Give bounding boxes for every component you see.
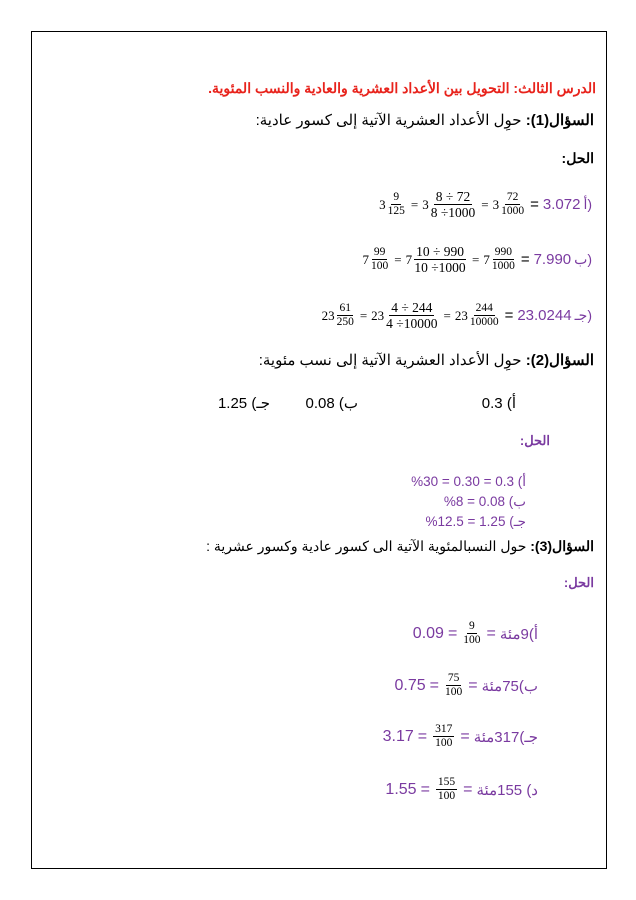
numerator: 10 ÷ 990 [416,244,464,259]
numerator: 155 [437,776,456,788]
item-letter: د) [526,781,538,799]
q2-option-b: ب) 0.08 [305,395,358,412]
decimal-value: 23.0244 [517,307,572,324]
q1-item-a: 3 $\frac{9}{125}$ = 3 $\frac{8 \div 72}{8 \div 1000}$ = 3 $\frac{72}{1000}$ = 3.072 أ) [379,189,592,220]
question-1-label: السؤال(1): [525,112,594,129]
item-letter: ب) [574,251,592,267]
denominator: 10000 [469,316,499,328]
numerator: 990 [494,246,512,258]
q2-answer-a: أ) 0.3 = 0.30 = 30% [411,474,526,489]
q2-answer-c: جـ) 1.25 = 12.5% [425,514,526,529]
whole-number: 7 [483,251,490,267]
denominator: 100 [463,634,481,646]
numerator: 4 ÷ 244 [391,300,433,315]
whole-number: 23 [454,307,468,323]
decimal-value: 0.09 [412,624,444,642]
question-3 [206,538,594,555]
decimal-value: 3.17 [382,727,414,745]
denominator: 1000 [491,260,515,272]
denominator: 100 [437,790,456,802]
whole-number: 23 [371,307,385,323]
whole-number: 3 [379,196,386,212]
denominator: 100 [444,686,463,698]
denominator: 10 ÷1000 [414,260,466,275]
numerator: 8 ÷ 72 [435,189,471,204]
whole-number: 3 [422,196,429,212]
whole-number: 3 [492,196,500,212]
decimal-value: 1.55 [385,780,417,798]
lesson-title: الدرس الثالث: التحويل بين الأعداد العشرية والعادية والنسب المئوية. [208,80,596,96]
whole-number: 7 [405,251,413,267]
q2-answer-b: ب) 0.08 = 8% [443,494,526,509]
denominator: 4 ÷10000 [386,316,438,331]
question-2-solution-label: الحل: [519,433,550,448]
decimal-value: 0.75 [394,676,426,694]
denominator: 8 ÷1000 [430,205,476,220]
whole-number: 23 [321,307,335,323]
q2-option-a: أ) 0.3 [481,395,516,412]
numerator: 9 [393,191,400,203]
numerator: 99 [373,246,386,258]
item-letter: ب) [518,677,538,695]
question-2-text: حوِل الأعداد العشرية الآتية إلى نسب مئوية: [258,352,522,369]
denominator: 125 [387,205,405,217]
item-letter: جـ) [519,728,538,746]
q1-item-c: 23 $\frac{61}{250}$ = 23 $\frac{4 \div 244}{4 \div 10000}$ = 23 $\frac{244}{10000}$ = 23.0244 جـ) [321,300,592,331]
numerator: 75 [447,672,460,684]
numerator: 317 [435,723,453,735]
q1-item-b: 7 $\frac{99}{100}$ = 7 $\frac{10 \div 990}{10 \div 1000}$ = 7 $\frac{990}{1000}$ = 7.990 ب) [362,244,592,275]
item-letter: أ) [528,625,538,643]
percent-value: 75مئة [481,677,519,695]
q3-item-a: 0.09 = $\frac{9}{100}$ = أ)9مئة [412,620,538,646]
numerator: 72 [506,191,519,203]
decimal-value: 7.990 [533,251,572,268]
q2-option-c: جـ) 1.25 [217,395,270,412]
question-2-label: السؤال(2): [525,352,594,369]
denominator: 100 [435,737,453,749]
percent-value: 155مئة [476,781,523,799]
numerator: 61 [339,302,351,314]
numerator: 244 [475,302,493,314]
denominator: 1000 [501,205,525,217]
item-letter: جـ) [574,307,592,323]
question-3-label: السؤال(3): [530,538,594,554]
question-1-solution-label: الحل: [561,150,594,166]
q3-item-c: 3.17 = $\frac{317}{100}$ = جـ)317مئة [382,723,538,749]
percent-value: 317مئة [473,728,520,746]
numerator: 9 [469,620,475,632]
item-letter: أ) [583,196,592,212]
q3-item-d: 1.55 = $\frac{155}{100}$ = د) 155مئة [385,776,538,802]
percent-value: 9مئة [499,625,529,643]
question-1-text: حوِل الأعداد العشرية الآتية إلى كسور عادية: [255,112,522,129]
denominator: 100 [370,260,389,272]
decimal-value: 3.072 [542,196,581,213]
whole-number: 7 [362,251,369,267]
denominator: 250 [336,316,354,328]
question-1 [256,111,594,129]
question-3-text: حول النسبالمئوية الآتية الى كسور عادية وكسور عشرية : [206,538,527,554]
q3-item-b: 0.75 = $\frac{75}{100}$ = ب)75مئة [394,672,538,698]
question-2 [259,351,594,369]
question-3-solution-label: الحل: [563,575,594,590]
